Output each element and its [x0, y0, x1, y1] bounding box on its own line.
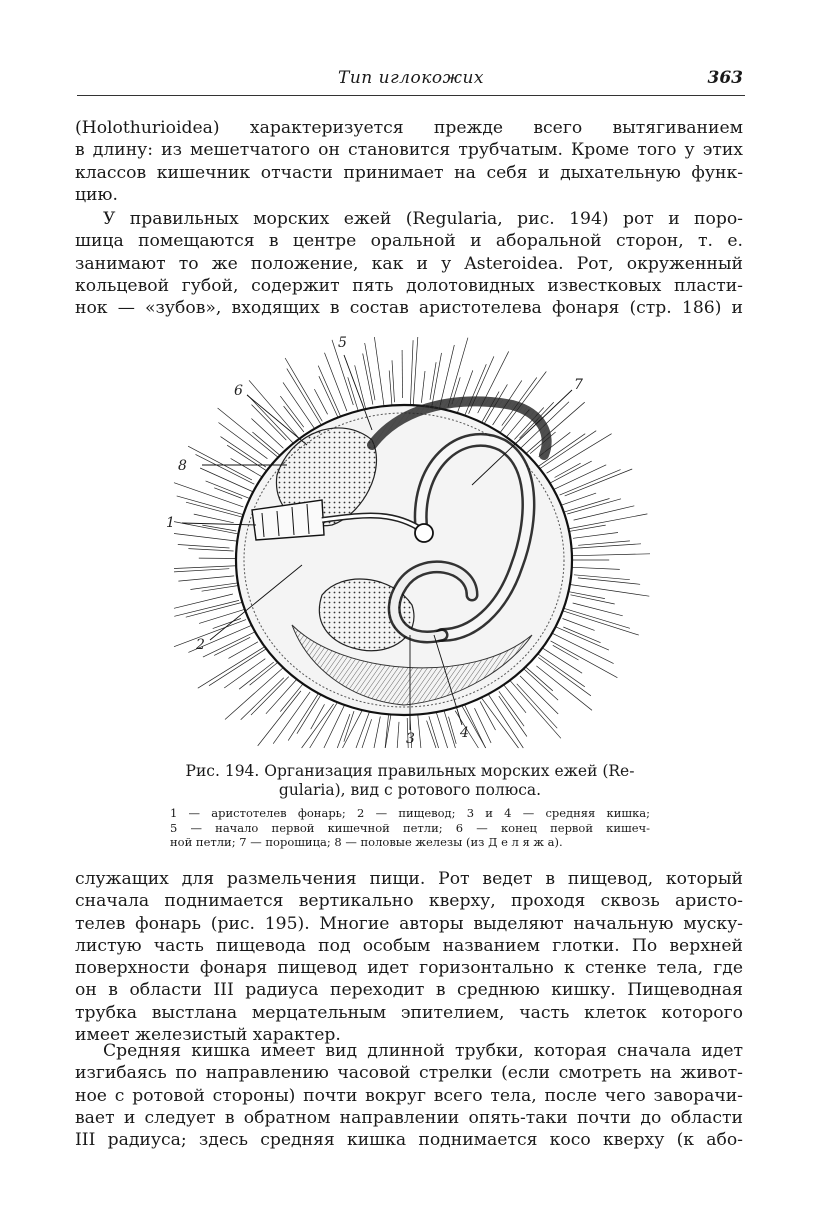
spine	[481, 697, 519, 748]
spine	[178, 545, 230, 549]
spine	[252, 432, 281, 456]
spine	[280, 396, 304, 427]
text-line: изгибаясь по направлению часовой стрелки (если смотреть на живот-	[75, 1063, 743, 1084]
spine	[421, 371, 425, 403]
spine	[570, 554, 650, 556]
spine	[538, 658, 591, 696]
spine	[562, 499, 609, 513]
spine	[198, 646, 266, 688]
spine	[413, 337, 418, 406]
spine	[537, 653, 585, 687]
text-line: листую часть пищевода под особым названием глотки. По верхней	[75, 935, 743, 956]
figure-label-5: 5	[338, 335, 347, 351]
spine	[247, 395, 297, 448]
spine	[225, 664, 287, 720]
spine	[174, 594, 233, 608]
running-title: Тип иглокожих	[338, 68, 484, 88]
spine	[186, 502, 248, 519]
running-header	[77, 68, 745, 92]
spine	[565, 469, 633, 496]
spine	[567, 499, 621, 514]
text-line: имеет железистый характер.	[75, 1025, 341, 1046]
figure-label-2: 2	[196, 637, 205, 653]
spine	[374, 337, 384, 411]
paragraph-3	[75, 868, 743, 1046]
spine	[555, 463, 581, 477]
spine	[227, 445, 268, 471]
spine	[570, 567, 620, 569]
text-line: в длину: из мешетчатого он становится трубчатым. Кроме того у этих	[75, 140, 743, 161]
text-line: цию.	[75, 184, 118, 205]
spine	[174, 569, 229, 572]
caption-line: gularia), вид с ротового полюса.	[278, 781, 542, 799]
spine	[564, 584, 649, 597]
figure-caption	[160, 762, 660, 800]
text-line: телев фонарь (рис. 195). Многие авторы выделяют начальную муску-	[75, 913, 743, 934]
text-line: ное с ротовой стороны) почти вокруг всего тела, после чего заворачи-	[75, 1085, 743, 1106]
spine	[319, 376, 340, 422]
spine	[503, 684, 526, 713]
legend-line: ной петли; 7 — порошица; 8 — половые железы (из Д е л я ж а).	[170, 835, 563, 849]
paragraph-1	[75, 117, 743, 206]
spine	[550, 624, 609, 650]
spine	[174, 566, 242, 569]
spine	[206, 481, 256, 501]
spine	[314, 389, 327, 414]
spine	[563, 514, 648, 530]
spine	[178, 576, 234, 581]
spine	[506, 676, 561, 738]
anus	[415, 524, 433, 542]
spine	[241, 678, 284, 720]
text-line: трубка выстлана мерцательным эпителием, часть клеток которого	[75, 1002, 743, 1023]
spine	[174, 534, 243, 542]
spine	[397, 722, 399, 748]
spine	[443, 706, 456, 748]
figure-label-7: 7	[574, 377, 583, 393]
spine	[464, 364, 486, 416]
spine	[568, 525, 606, 532]
figure-label-8: 8	[178, 458, 187, 474]
spine	[574, 575, 630, 580]
text-line: шица помещаются в центре оральной и аборальной сторон, т. е.	[75, 231, 743, 252]
legend-line: 5 — начало первой кишечной петли; 6 — конец первой кишеч-	[170, 820, 650, 835]
spine	[337, 714, 350, 748]
paragraph-2	[75, 208, 743, 319]
spine	[174, 620, 246, 647]
spine	[250, 662, 279, 686]
spine	[297, 690, 324, 733]
spine	[177, 496, 245, 515]
spine	[578, 541, 630, 545]
text-line: нок — «зубов», входящих в состав аристотелева фонаря (стр. 186) и	[75, 298, 743, 319]
spine	[239, 662, 274, 689]
spine	[190, 583, 239, 590]
spine	[578, 578, 640, 584]
paragraph-4	[75, 1040, 743, 1151]
spine	[573, 603, 623, 616]
spine	[410, 340, 413, 410]
spine	[558, 607, 630, 629]
text-line: (Holothurioidea) характеризуется прежде всего вытягиванием	[75, 118, 743, 138]
spine	[573, 533, 618, 539]
spine	[553, 645, 579, 660]
spine	[480, 701, 495, 730]
spine	[517, 684, 557, 728]
text-line: У правильных морских ежей (Regularia, рис. 194) рот и поро-	[103, 209, 743, 229]
spine	[566, 544, 641, 549]
spine	[318, 366, 341, 418]
spine	[188, 549, 233, 551]
spine	[194, 514, 234, 523]
caption-line: Рис. 194. Организация правильных морских ежей (Re-	[185, 762, 635, 780]
figure-194	[166, 335, 652, 750]
spine	[324, 700, 347, 748]
spine	[545, 461, 592, 486]
spine	[325, 353, 347, 411]
spine	[475, 708, 492, 743]
text-line: сначала поднимается вертикально кверху, проходя сквозь аристо-	[75, 891, 743, 912]
spine	[392, 360, 395, 402]
spine	[214, 637, 250, 655]
spine	[499, 691, 524, 726]
spine	[362, 719, 372, 748]
figure-label-6: 6	[234, 383, 243, 399]
text-line: служащих для размельчения пищи. Рот ведет в пищевод, который	[75, 869, 743, 889]
text-line: вает и следует в обратном направлении опять-таки почти до области	[75, 1107, 743, 1128]
spine	[430, 362, 436, 400]
text-line: Средняя кишка имеет вид длинной трубки, которая сначала идет	[103, 1041, 743, 1061]
page-number: 363	[707, 68, 743, 88]
text-line: классов кишечник отчасти принимает на себя и дыхательную функ-	[75, 162, 743, 183]
spine	[285, 358, 322, 421]
text-line: занимают то же положение, как и у Asteroidea. Рот, окруженный	[75, 253, 743, 274]
spine	[203, 629, 260, 657]
text-line: III радиуса; здесь средняя кишка поднимается косо кверху (к або-	[75, 1130, 743, 1151]
spine	[196, 454, 255, 484]
spine	[186, 602, 244, 617]
spine	[310, 701, 338, 748]
spine	[302, 704, 334, 748]
figure-label-4: 4	[460, 725, 469, 741]
figure-legend	[170, 806, 650, 850]
spine	[251, 419, 283, 449]
figure-label-3: 3	[406, 731, 415, 747]
text-line: кольцевой губой, содержит пять долотовидных известковых пласти-	[75, 275, 743, 296]
spine	[229, 642, 259, 659]
legend-line: 1 — аристотелев фонарь; 2 — пищевод; 3 и 4 — средняя кишка;	[170, 806, 650, 820]
text-line: поверхности фонаря пищевод идет горизонтально к стенке тела, где	[75, 958, 743, 979]
text-line: он в области III радиуса переходит в среднюю кишку. Пищеводная	[75, 980, 743, 1001]
spine	[563, 627, 600, 643]
spine	[374, 717, 380, 749]
header-rule	[77, 95, 745, 96]
spine	[389, 371, 392, 407]
figure-label-1: 1	[166, 515, 175, 531]
sea-urchin-illustration	[172, 335, 652, 750]
spine	[214, 488, 242, 499]
